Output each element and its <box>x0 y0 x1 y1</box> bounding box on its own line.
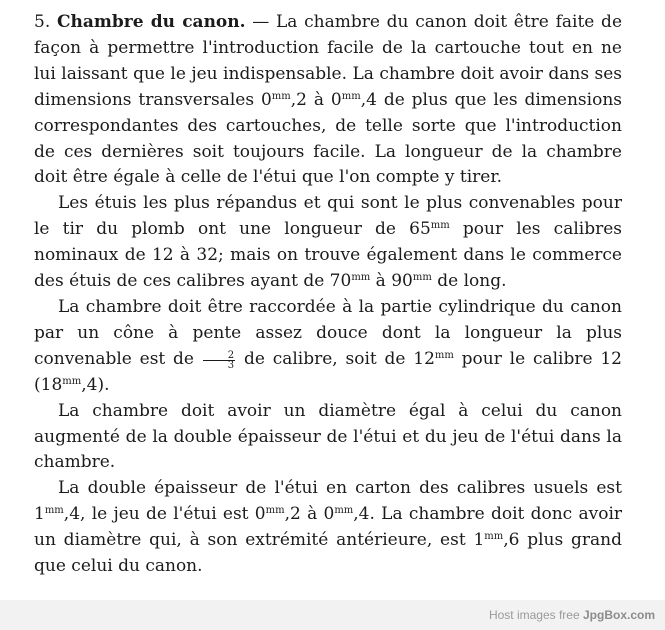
text-run: La chambre doit être raccordée à la partie cylindrique du canon par un cône à pente assez douce dont la longueur la plus convenable est de <box>34 296 622 369</box>
unit-superscript: mm <box>430 220 450 232</box>
text-run: pour le calibre 12 (18 <box>34 348 622 395</box>
unit-superscript: mm <box>434 349 454 361</box>
paragraph-chambre-du-canon <box>34 10 622 191</box>
text-run: de calibre, soit de 12 <box>236 348 435 369</box>
section-number: 5. <box>34 12 51 32</box>
unit-superscript: mm <box>341 90 361 102</box>
fraction <box>203 351 235 370</box>
text-run: ,4. La chambre doit donc avoir un diamètre qui, à son extrémité antérieure, est 1 <box>34 504 623 551</box>
paragraph-double-epaisseur <box>34 476 622 580</box>
text-run: ,6 plus grand que celui du canon. <box>34 530 622 577</box>
text-run: La chambre doit avoir un diamètre égal à celui du canon augmenté de la double épaisseur de l'étui et du jeu de l'étui dans la chambre. <box>34 400 622 473</box>
text-run: La double épaisseur de l'étui en carton des calibres usuels est 1 <box>34 478 622 525</box>
unit-superscript: mm <box>44 505 64 517</box>
text-run: de long. <box>431 271 507 292</box>
text-run: La chambre du canon doit être faite de façon à permettre l'introduction facile de la cartouche tout en ne lui laissant que le jeu indispensable. La chambre doit avoir dans ses dimensions transversales 0 <box>34 12 622 110</box>
host-footer-link[interactable] <box>489 608 655 622</box>
document-text <box>34 10 622 580</box>
footer-brand: JpgBox.com <box>582 608 655 622</box>
text-run: Les étuis les plus répandus et qui sont le plus convenables pour le tir du plomb ont une longueur de 65 <box>34 193 622 240</box>
unit-superscript: mm <box>484 531 504 543</box>
unit-superscript: mm <box>265 505 285 517</box>
text-run: à 90 <box>370 271 413 292</box>
paragraph-raccordement <box>34 295 622 399</box>
unit-superscript: mm <box>334 505 354 517</box>
footer-prefix: Host images free <box>488 608 583 622</box>
unit-superscript: mm <box>351 272 371 284</box>
text-run: ,4, le jeu de l'étui est 0 <box>63 504 266 525</box>
fraction-denominator: 3 <box>227 359 235 371</box>
text-run: ,2 à 0 <box>290 89 342 110</box>
text-run: ,4). <box>81 374 110 395</box>
text-run: pour les calibres nominaux de 12 à 32; mais on trouve également dans le commerce des étuis de ces calibres ayant de 70 <box>34 219 622 292</box>
host-footer-bar <box>0 600 665 630</box>
unit-superscript: mm <box>271 90 291 102</box>
unit-superscript: mm <box>62 375 82 387</box>
fraction-numerator: 2 <box>203 351 235 361</box>
section-title: Chambre du canon. <box>56 12 246 32</box>
unit-superscript: mm <box>412 272 432 284</box>
paragraph-etuis <box>34 191 622 295</box>
text-run: ,4 de plus que les dimensions correspondantes des cartouches, de telle sorte que l'introduction de ces dernières soit toujours facile. La longueur de la chambre doit être égale à celle de l'étui que l'on compte y tirer. <box>34 89 622 188</box>
section-dash: — <box>245 12 276 32</box>
paragraph-diametre <box>34 399 622 477</box>
text-run: ,2 à 0 <box>284 504 335 525</box>
